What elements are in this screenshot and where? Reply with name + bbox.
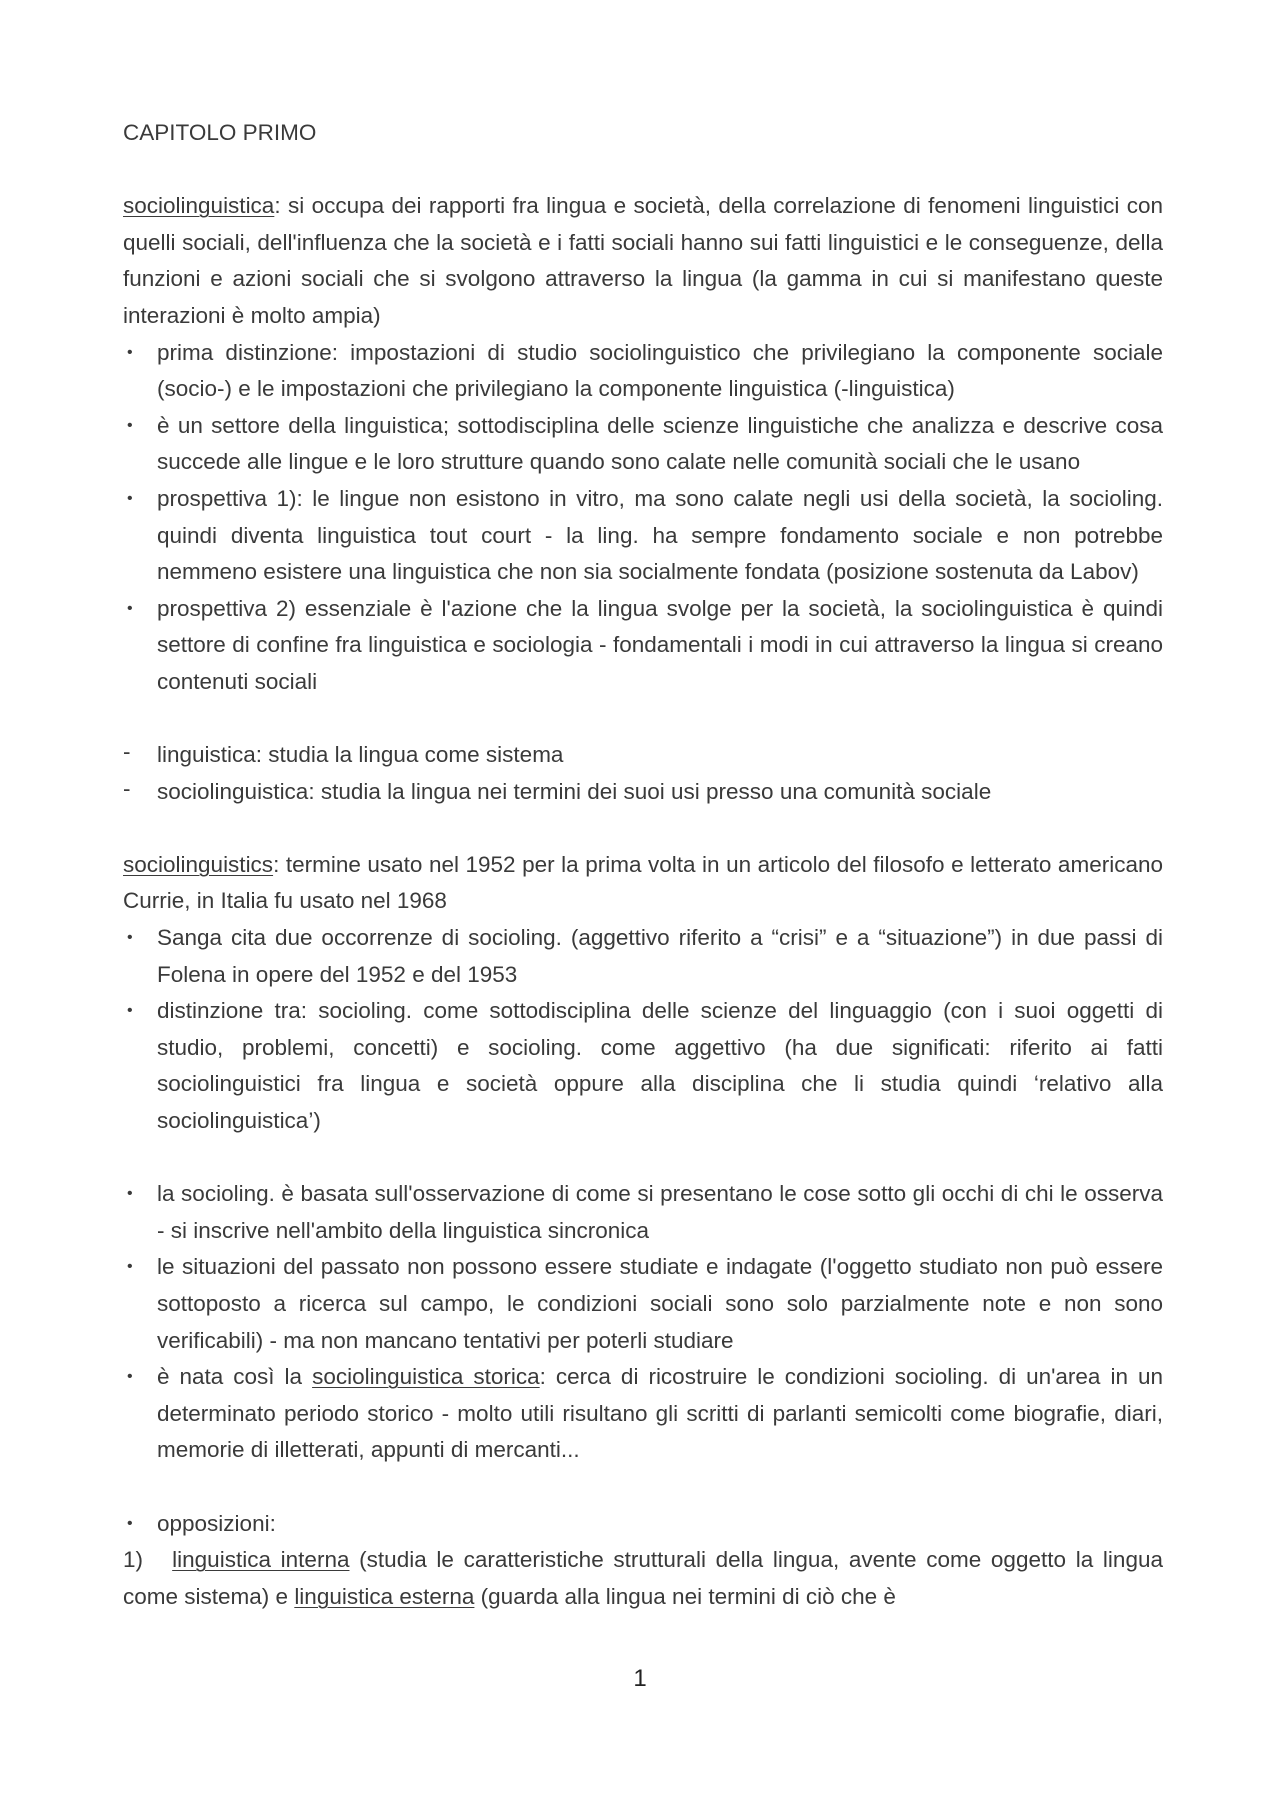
list-item: • la socioling. è basata sull'osservazione di come si presentano le cose sotto gli occhi di chi le osserva - si inscrive nell'ambito della linguistica sincronica [123,1176,1163,1249]
bullet-icon: • [127,599,133,617]
dash-icon: - [123,775,131,801]
list-item: • prima distinzione: impostazioni di studio sociolinguistico che privilegiano la componente sociale (socio-) e le impostazioni che privilegiano la componente linguistica (-linguistica) [123,335,1163,408]
bullet-icon: • [127,929,133,947]
list-item: • Sanga cita due occorrenze di socioling. (aggettivo riferito a “crisi” e a “situazione”) in due passi di Folena in opere del 1952 e del 1953 [123,920,1163,993]
sociolinguistica-definition [123,188,1163,334]
list-item: • opposizioni: [123,1506,1163,1543]
definition-text: : termine usato nel 1952 per la prima volta in un articolo del filosofo e letterato americano Currie, in Italia fu usato nel 1968 [123,851,1163,914]
list-item: • prospettiva 1): le lingue non esistono in vitro, ma sono calate negli usi della società, la socioling. quindi diventa linguistica tout court - la ling. ha sempre fondamento sociale e non potrebbe nemmeno esistere una linguistica che non sia socialmente fondata (posizione sostenuta da Labov) [123,481,1163,591]
term-sociolinguistics: sociolinguistics [123,851,274,877]
chapter-heading: CAPITOLO PRIMO [123,120,317,145]
bullet-icon: • [127,1514,133,1532]
definition-text: : si occupa dei rapporti fra lingua e società, della correlazione di fenomeni linguistici con quelli sociali, dell'influenza che la società e i fatti sociali hanno sui fatti linguistici e le conseguenze, della funzioni e azioni sociali che si svolgono attraverso la lingua (la gamma in cui si manifestano queste interazioni è molto ampia) [123,193,1163,328]
dash-icon: - [123,739,131,765]
bullet-icon: • [127,489,133,507]
bullet-icon: • [127,1002,133,1020]
term-linguistica-esterna: linguistica esterna [294,1583,475,1609]
list-item: - linguistica: studia la lingua come sistema [123,737,1163,774]
term-sociolinguistica-storica: sociolinguistica storica [312,1364,540,1390]
bullet-icon: • [127,1258,133,1276]
bullet-icon: • [127,1368,133,1386]
bullet-icon: • [127,1185,133,1203]
term-linguistica-interna: linguistica interna [172,1547,350,1573]
item-number: 1) [123,1547,144,1573]
page-number: 1 [633,1665,647,1692]
bullet-list-3 [123,1176,1163,1469]
list-item: • è nata così la sociolinguistica storica: cerca di ricostruire le condizioni socioling. di un'area in un determinato periodo storico - molto utili risultano gli scritti di parlanti semicolti come biografie, diari, memorie di illetterati, appunti di mercanti... [123,1359,1163,1469]
term-sociolinguistica: sociolinguistica [123,193,275,219]
bullet-list-1 [123,335,1163,701]
list-item: • è un settore della linguistica; sottodisciplina delle scienze linguistiche che analizza e descrive cosa succede alle lingue e le loro strutture quando sono calate nelle comunità sociali che le usano [123,408,1163,481]
bullet-list-4 [123,1506,1163,1543]
document-page [123,115,1163,1615]
list-item: • le situazioni del passato non possono essere studiate e indagate (l'oggetto studiato non può essere sottoposto a ricerca sul campo, le condizioni sociali sono solo parzialmente note e non sono verificabili) - ma non mancano tentativi per poterli studiare [123,1249,1163,1359]
numbered-item-1: 1) linguistica interna (studia le caratteristiche strutturali della lingua, avente come oggetto la lingua come sistema) e linguistica esterna (guarda alla lingua nei termini di ciò che è [123,1547,1163,1609]
sociolinguistics-definition [123,847,1163,920]
dash-list [123,737,1163,810]
list-item: - sociolinguistica: studia la lingua nei termini dei suoi usi presso una comunità sociale [123,774,1163,811]
list-item: • prospettiva 2) essenziale è l'azione che la lingua svolge per la società, la sociolinguistica è quindi settore di confine fra linguistica e sociologia - fondamentali i modi in cui attraverso la lingua si creano contenuti sociali [123,591,1163,701]
bullet-icon: • [127,343,133,361]
list-item: • distinzione tra: socioling. come sottodisciplina delle scienze del linguaggio (con i suoi oggetti di studio, problemi, concetti) e socioling. come aggettivo (ha due significati: riferito ai fatti sociolinguistici fra lingua e società oppure alla disciplina che li studia quindi ‘relativo alla sociolinguistica’) [123,993,1163,1139]
bullet-icon: • [127,416,133,434]
bullet-list-2 [123,920,1163,1140]
